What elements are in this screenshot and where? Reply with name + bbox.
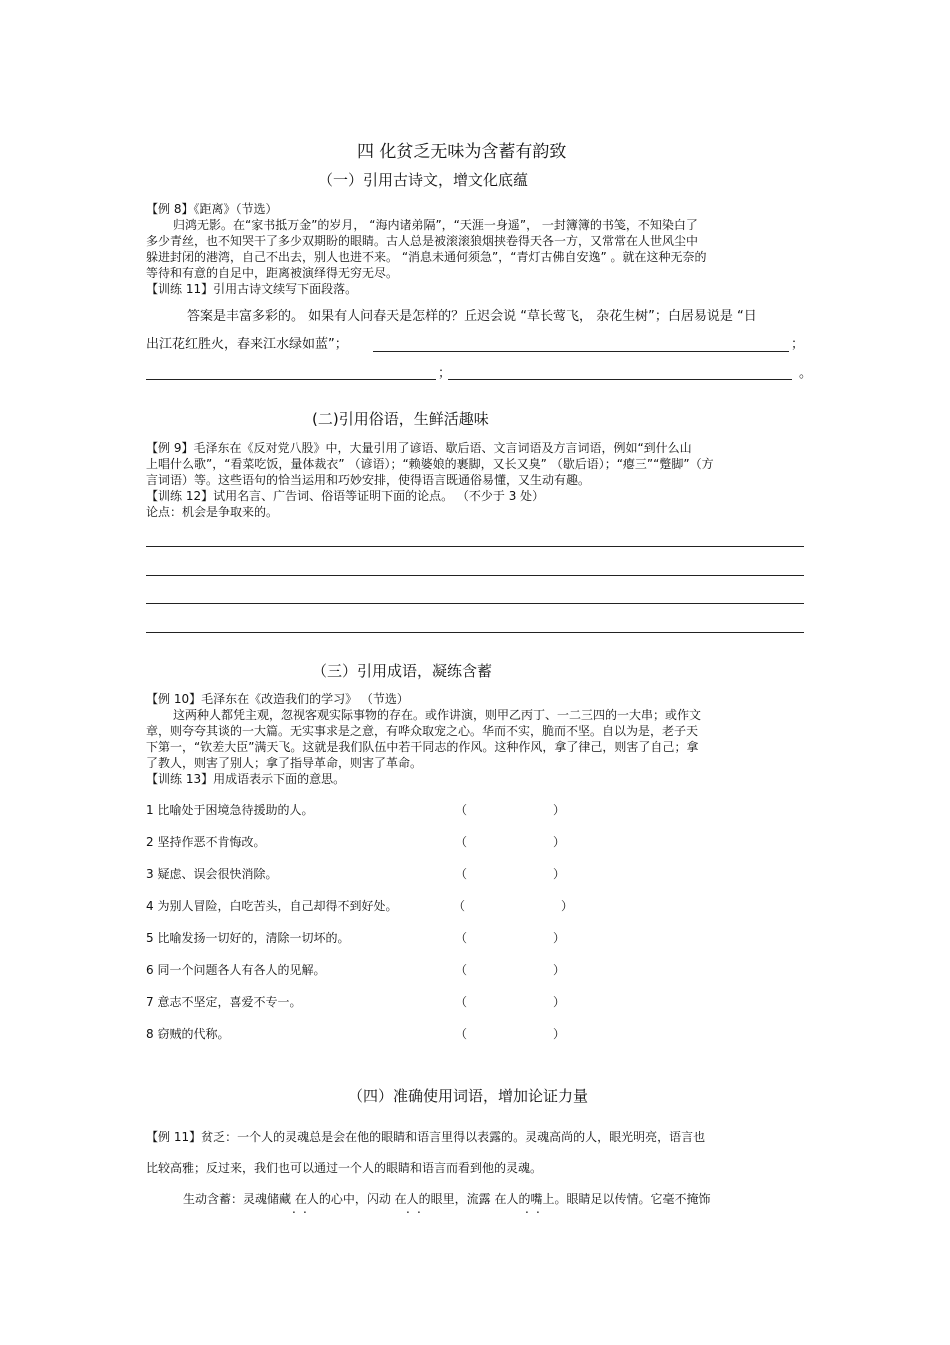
paren-open: （ [453, 899, 466, 913]
answer-line: 答案是丰富多彩的。 如果有人问春天是怎样的？丘迟会说 “草长莺飞， 杂花生树”；白居易说是 “日 [187, 309, 757, 324]
example10-line: 了教人，则害了别人；拿了指导革命，则害了革命。 [146, 756, 423, 770]
paren-open: （ [455, 963, 468, 977]
list-item: 8 窃贼的代称。 [146, 1027, 230, 1041]
emphasis-dot: . [417, 1202, 421, 1216]
list-item: 6 同一个问题各人有各人的见解。 [146, 963, 326, 977]
example8-line: 多少青丝，也不知哭干了多少双期盼的眼睛。古人总是被滚滚狼烟挟卷得天各一方，又常常在人世风尘中 [146, 234, 699, 248]
training11-label: 【训练 11】引用古诗文续写下面段落。 [146, 282, 358, 296]
emphasis-dot: . [536, 1202, 540, 1216]
training12-label: 【训练 12】试用名言、广告词、俗语等证明下面的论点。 （不少于 3 处） [146, 489, 545, 503]
example11-line: 比较高雅；反过来，我们也可以通过一个人的眼睛和语言而看到他的灵魂。 [146, 1161, 543, 1175]
thesis: 论点：机会是争取来的。 [146, 505, 279, 519]
example11-line: 【例 11】贫乏：一个人的灵魂总是会在他的眼睛和语言里得以表露的。灵魂高尚的人，眼光明亮，语言也 [146, 1130, 706, 1144]
semicolon: ； [791, 337, 805, 352]
paren-close: ） [553, 995, 566, 1009]
example9-line: 言词语）等。这些语句的恰当运用和巧妙安排，使得语言既通俗易懂，又生动有趣。 [146, 473, 591, 487]
example9-line: 【例 9】毛泽东在《反对党八股》中，大量引用了谚语、歇后语、文言词语及方言词语，例如“到什么山 [146, 441, 692, 455]
list-item: 7 意志不坚定，喜爱不专一。 [146, 995, 302, 1009]
paren-open: （ [455, 803, 468, 817]
section2-heading: (二)引用俗语，生鲜活趣味 [312, 410, 489, 428]
semicolon: ； [438, 366, 452, 381]
answer-blank-line[interactable] [146, 575, 804, 576]
paren-open: （ [455, 995, 468, 1009]
section1-heading: （一）引用古诗文，增文化底蕴 [318, 171, 529, 189]
emphasis-dot: . [406, 1202, 410, 1216]
example8-label: 【例 8】《距离》（节选） [146, 202, 278, 216]
answer-blank-line[interactable] [146, 632, 804, 633]
example9-line: 上唱什么歌”，“看菜吃饭，量体裁衣” （谚语）；“赖婆娘的裹脚，又长又臭” （歇后语）；“瘪三”“蹩脚”（方 [146, 457, 714, 471]
emphasis-dot: . [292, 1202, 296, 1216]
answer-blank-line[interactable] [146, 379, 436, 380]
answer-blank-line[interactable] [146, 603, 804, 604]
example8-line: 躲进封闭的港湾，自己不出去，别人也进不来。 “消息未通何须急”，“青灯古佛自安逸” 。就在这种无奈的 [146, 250, 707, 264]
list-item: 1 比喻处于困境急待援助的人。 [146, 803, 314, 817]
list-item: 4 为别人冒险，白吃苦头，自己却得不到好处。 [146, 899, 398, 913]
example8-line: 归鸿无影。在“家书抵万金”的岁月， “海内诸弟隔”，“天涯一身遥”， 一封簿簿的书笺，不知染白了 [173, 218, 698, 232]
period: 。 [799, 366, 813, 381]
emphasis-dot: . [303, 1202, 307, 1216]
answer-blank-line[interactable] [146, 546, 804, 547]
paren-close: ） [553, 867, 566, 881]
paren-open: （ [455, 835, 468, 849]
example8-line: 等待和有意的自足中，距离被演绎得无穷无尽。 [146, 266, 399, 280]
section3-heading: （三）引用成语，凝练含蓄 [312, 662, 493, 680]
paren-open: （ [455, 931, 468, 945]
answer-blank-line[interactable] [448, 379, 792, 380]
paren-close: ） [553, 963, 566, 977]
paren-close: ） [553, 803, 566, 817]
list-item: 2 坚持作恶不肯悔改。 [146, 835, 266, 849]
example10-line: 章，则夸夸其谈的一大篇。无实事求是之意，有哗众取宠之心。华而不实，脆而不坚。自以为是，老子天 [146, 724, 699, 738]
section4-heading: （四）准确使用词语，增加论证力量 [348, 1087, 589, 1105]
paren-close: ） [553, 1027, 566, 1041]
emphasis-dot: . [525, 1202, 529, 1216]
list-item: 5 比喻发扬一切好的，清除一切坏的。 [146, 931, 350, 945]
training13-label: 【训练 13】用成语表示下面的意思。 [146, 772, 346, 786]
paren-open: （ [455, 1027, 468, 1041]
answer-blank-line[interactable] [373, 351, 789, 352]
list-item: 3 疑虑、误会很快消除。 [146, 867, 278, 881]
answer-line: 出江花红胜火，春来江水绿如蓝”； [146, 337, 348, 352]
paren-close: ） [553, 931, 566, 945]
example10-line: 下第一，“钦差大臣”满天飞。这就是我们队伍中若干同志的作风。这种作风，拿了律己，则害了自己；拿 [146, 740, 699, 754]
paren-close: ） [553, 835, 566, 849]
vivid-line: 生动含蓄：灵魂储藏 在人的心中，闪动 在人的眼里，流露 在人的嘴上。眼睛足以传情。它毫不掩饰 [183, 1192, 711, 1206]
paren-close: ） [561, 899, 574, 913]
page-title: 四 化贫乏无味为含蓄有韵致 [357, 142, 567, 162]
paren-open: （ [455, 867, 468, 881]
example10-label: 【例 10】毛泽东在《改造我们的学习》 （节选） [146, 692, 409, 706]
example10-line: 这两种人都凭主观，忽视客观实际事物的存在。或作讲演，则甲乙丙丁、一二三四的一大串；或作文 [173, 708, 702, 722]
